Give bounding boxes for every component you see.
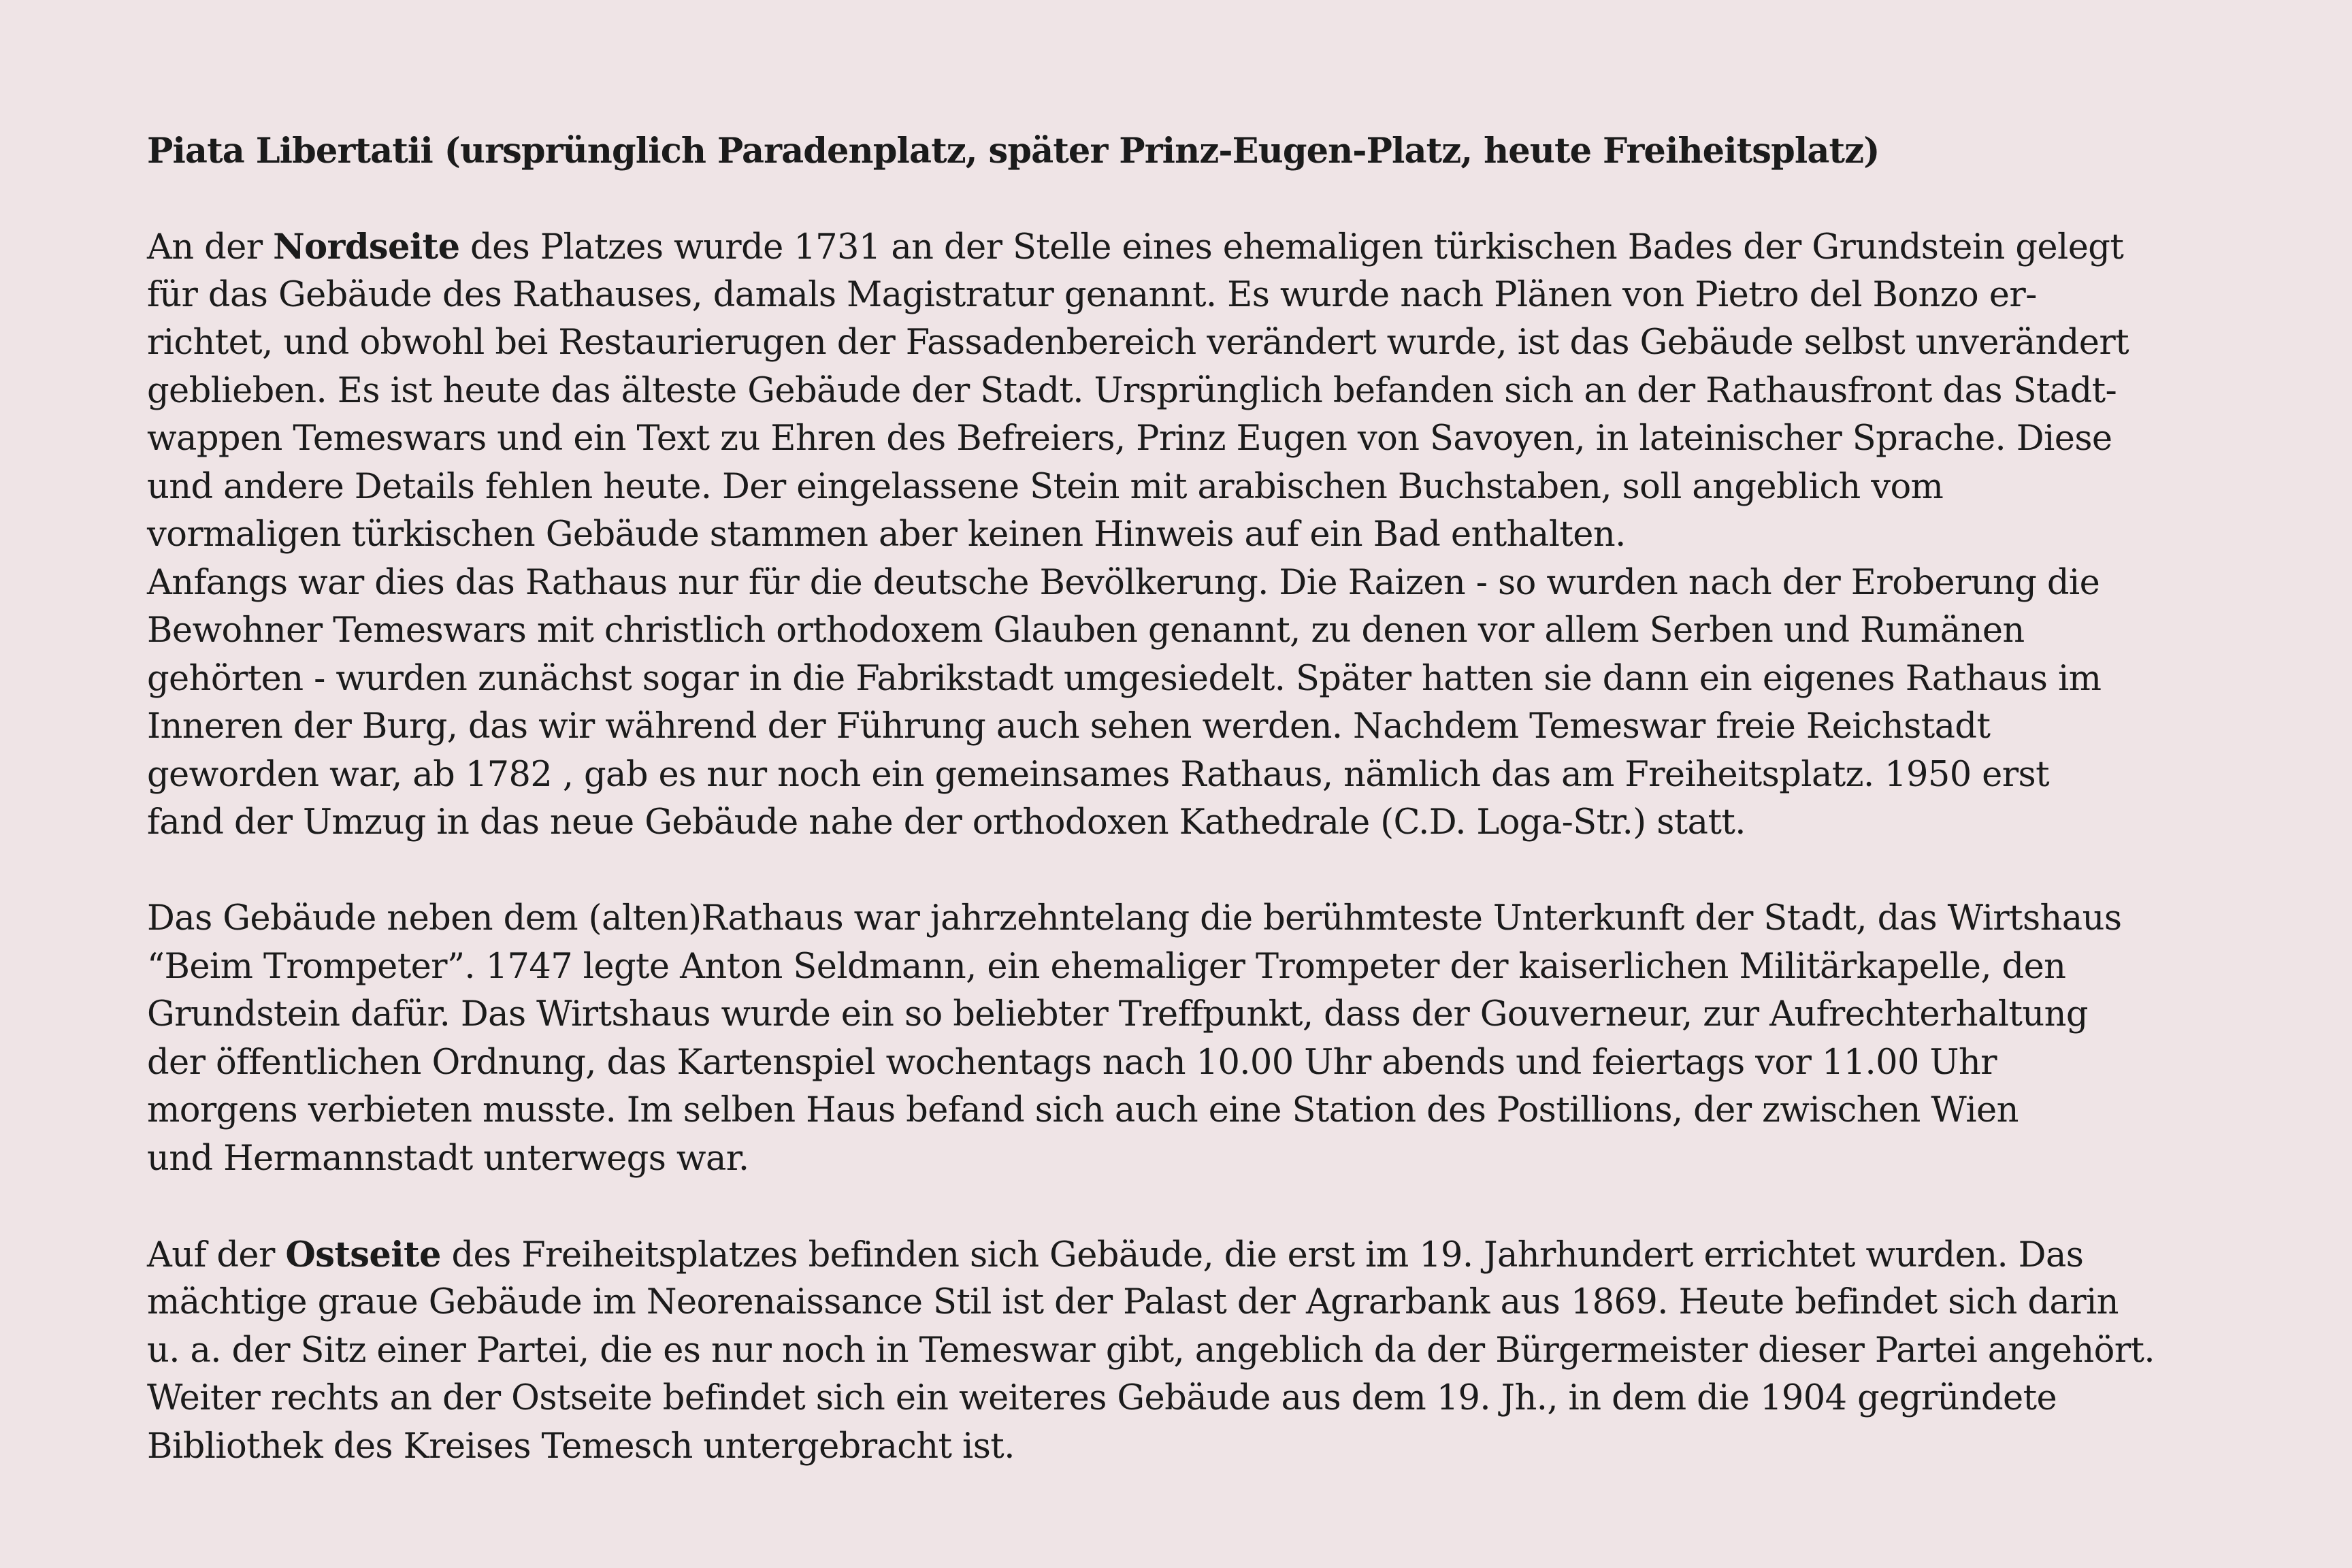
text-line — [147, 1231, 2243, 1279]
keyword-ostseite: Ostseite — [285, 1234, 441, 1275]
paragraph-ostseite — [147, 1231, 2243, 1471]
text-line: “Beim Trompeter”. 1747 legte Anton Seldmann, ein ehemaliger Trompeter der kaiserlichen Militärkapelle, den — [147, 946, 2066, 987]
text-line: und andere Details fehlen heute. Der eingelassene Stein mit arabischen Buchstaben, soll angeblich vom — [147, 466, 1944, 507]
document-body — [147, 127, 2243, 1471]
text-line: richtet, und obwohl bei Restaurierugen der Fassadenbereich verändert wurde, ist das Gebäude selbst unverändert — [147, 323, 2129, 363]
paragraph-nordseite — [147, 223, 2243, 847]
paragraph-gap — [147, 1183, 2243, 1231]
keyword-nordseite: Nordseite — [273, 227, 460, 267]
paragraph-trompeter — [147, 895, 2243, 1183]
text-line: Anfangs war dies das Rathaus nur für die deutsche Bevölkerung. Die Raizen - so wurden nach der Eroberung die — [147, 562, 2100, 603]
text-line: geworden war, ab 1782 , gab es nur noch ein gemeinsames Rathaus, nämlich das am Freiheitsplatz. 1950 erst — [147, 754, 2049, 795]
text-run: Auf der — [147, 1235, 286, 1275]
paragraph-gap — [147, 847, 2243, 896]
text-run: des Freiheitsplatzes befinden sich Gebäude, die erst im 19. Jahrhundert errichtet wurden. Das — [440, 1235, 2084, 1275]
document-title: Piata Libertatii (ursprünglich Paradenplatz, später Prinz-Eugen-Platz, heute Freiheitsplatz) — [147, 131, 1880, 172]
text-line: Grundstein dafür. Das Wirtshaus wurde ein so beliebter Treffpunkt, dass der Gouverneur, zur Aufrechterhaltung — [147, 994, 2088, 1034]
text-run: An der — [147, 227, 274, 267]
text-line: geblieben. Es ist heute das älteste Gebäude der Stadt. Ursprünglich befanden sich an der Rathausfront das Stadt- — [147, 370, 2117, 411]
text-line: mächtige graue Gebäude im Neorenaissance Stil ist der Palast der Agrarbank aus 1869. Heute befindet sich darin — [147, 1282, 2119, 1322]
text-line: und Hermannstadt unterwegs war. — [147, 1138, 749, 1179]
text-line: der öffentlichen Ordnung, das Kartenspiel wochentags nach 10.00 Uhr abends und feiertags vor 11.00 Uhr — [147, 1042, 1997, 1083]
text-line: Inneren der Burg, das wir während der Führung auch sehen werden. Nachdem Temeswar freie Reichstadt — [147, 706, 1991, 747]
text-line: wappen Temeswars und ein Text zu Ehren des Befreiers, Prinz Eugen von Savoyen, in lateinischer Sprache. Diese — [147, 419, 2112, 459]
paragraph-gap — [147, 176, 2243, 224]
text-line: Das Gebäude neben dem (alten)Rathaus war jahrzehntelang die berühmteste Unterkunft der Stadt, das Wirtshaus — [147, 898, 2122, 938]
text-line — [147, 223, 2243, 272]
text-run: des Platzes wurde 1731 an der Stelle eines ehemaligen türkischen Bades der Grundstein gelegt — [459, 227, 2124, 267]
text-line: u. a. der Sitz einer Partei, die es nur noch in Temeswar gibt, angeblich da der Bürgermeister dieser Partei angehört. — [147, 1330, 2155, 1371]
text-line: Bewohner Temeswars mit christlich orthodoxem Glauben genannt, zu denen vor allem Serben und Rumänen — [147, 610, 2025, 651]
text-line: Weiter rechts an der Ostseite befindet sich ein weiteres Gebäude aus dem 19. Jh., in dem die 1904 gegründete — [147, 1378, 2057, 1418]
text-line: morgens verbieten musste. Im selben Haus befand sich auch eine Station des Postillions, der zwischen Wien — [147, 1090, 2019, 1130]
text-line: gehörten - wurden zunächst sogar in die Fabrikstadt umgesiedelt. Später hatten sie dann ein eigenes Rathaus im — [147, 658, 2102, 699]
text-line: für das Gebäude des Rathauses, damals Magistratur genannt. Es wurde nach Plänen von Pietro del Bonzo er- — [147, 274, 2037, 315]
text-line: vormaligen türkischen Gebäude stammen aber keinen Hinweis auf ein Bad enthalten. — [147, 514, 1626, 555]
text-line: Bibliothek des Kreises Temesch untergebracht ist. — [147, 1426, 1015, 1467]
text-line: fand der Umzug in das neue Gebäude nahe der orthodoxen Kathedrale (C.D. Loga-Str.) statt. — [147, 802, 1746, 843]
